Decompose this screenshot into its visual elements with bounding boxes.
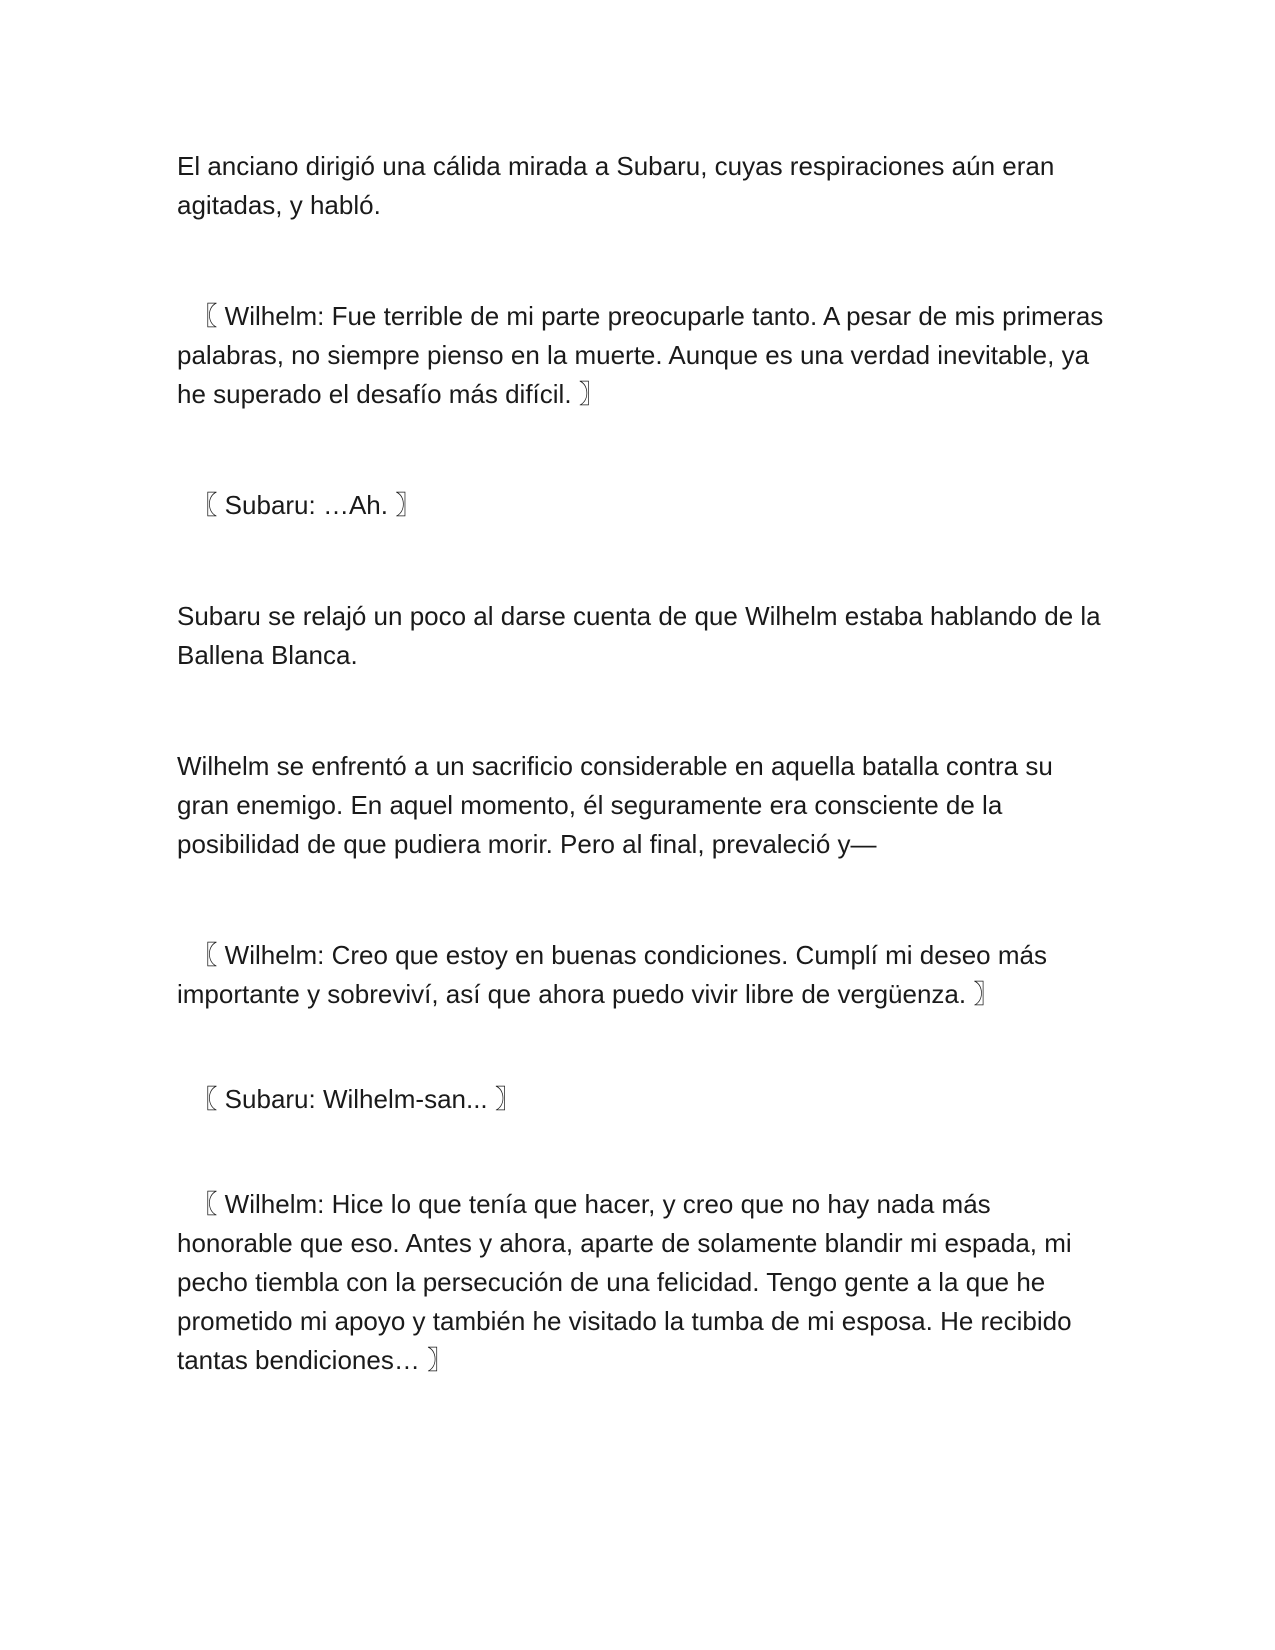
document-body xyxy=(177,147,1111,1380)
paragraph-narration-1: El anciano dirigió una cálida mirada a Subaru, cuyas respiraciones aún eran agitadas, y habló. xyxy=(177,151,1062,220)
paragraph-dialogue-wilhelm-3: 〖 Wilhelm: Hice lo que tenía que hacer, y creo que no hay nada más honorable que eso. Antes y ahora, aparte de solamente blandir mi espada, mi pecho tiembla con la persecución de una felicidad. Tengo gente a la que he prometido mi apoyo y también he visitado la tumba de mi esposa. He recibido tantas bendiciones… 〗 xyxy=(177,1189,1079,1375)
paragraph-dialogue-wilhelm-2: 〖 Wilhelm: Creo que estoy en buenas condiciones. Cumplí mi deseo más importante y sobreviví, así que ahora puedo vivir libre de vergüenza. 〗 xyxy=(177,940,1055,1009)
paragraph-dialogue-subaru-2: 〖 Subaru: Wilhelm-san... 〗 xyxy=(177,1084,521,1114)
paragraph-dialogue-wilhelm-1: 〖 Wilhelm: Fue terrible de mi parte preocuparle tanto. A pesar de mis primeras palabras, no siempre pienso en la muerte. Aunque es una verdad inevitable, ya he superado el desafío más difícil. 〗 xyxy=(177,301,1111,409)
paragraph-narration-3: Wilhelm se enfrentó a un sacrificio considerable en aquella batalla contra su gran enemigo. En aquel momento, él seguramente era consciente de la posibilidad de que pudiera morir. Pero al final, prevaleció y— xyxy=(177,751,1061,859)
paragraph-dialogue-subaru-1: 〖 Subaru: …Ah. 〗 xyxy=(177,490,422,520)
paragraph-narration-2: Subaru se relajó un poco al darse cuenta de que Wilhelm estaba hablando de la Ballena Blanca. xyxy=(177,601,1108,670)
